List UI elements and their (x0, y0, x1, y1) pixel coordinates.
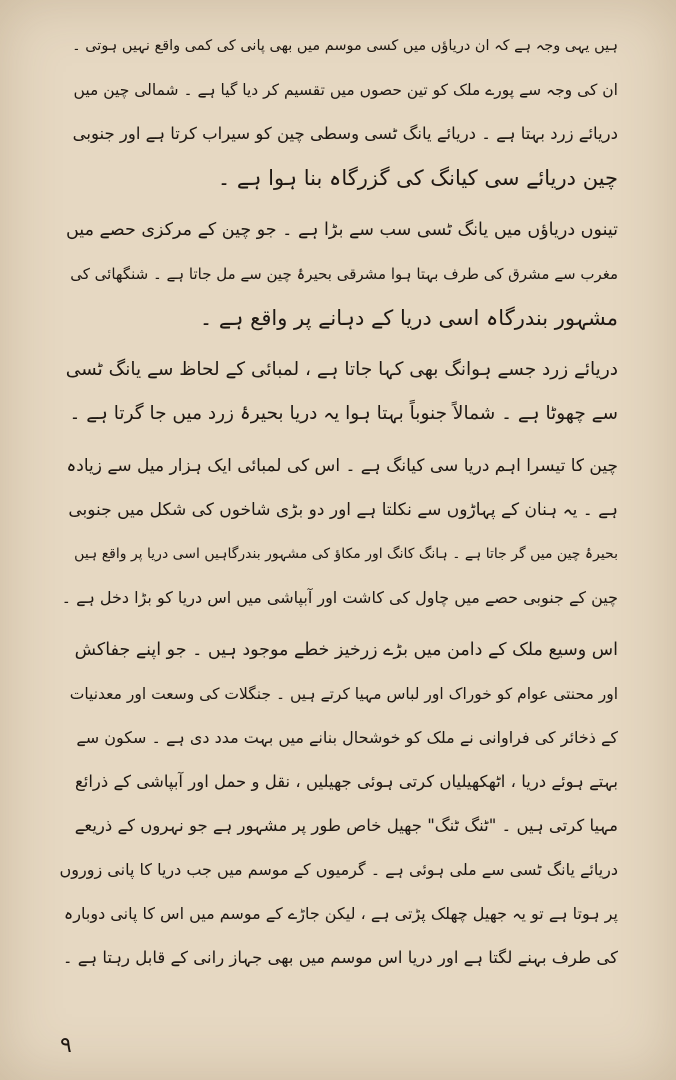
text-line: سے چھوٹا ہے ۔ شمالاً جنوباً بہتا ہوا یہ دریا بحیرۂ زرد میں جا گرتا ہے ۔ (69, 403, 618, 424)
text-line: بہتے ہوئے دریا ، اٹھکھیلیاں کرتی ہوئی جھیلیں ، نقل و حمل اور آبپاشی کے ذرائع (74, 772, 618, 791)
paragraph-3 (60, 348, 618, 436)
page-text (60, 24, 618, 980)
text-line: ہے ۔ یہ ہنان کے پہاڑوں سے نکلتا ہے اور دو بڑی شاخوں کی شکل میں جنوبی (68, 500, 618, 520)
text-line: پر ہوتا ہے تو یہ جھیل چھلک پڑتی ہے ، لیکن جاڑے کے موسم میں اس کا پانی دوبارہ (63, 904, 618, 923)
paragraph-2 (60, 208, 618, 340)
text-line: مغرب سے مشرق کی طرف بہتا ہوا مشرقی بحیرۂ چین سے مل جاتا ہے ۔ شنگھائی کی (70, 265, 618, 283)
text-line: دریائے زرد بہتا ہے ۔ دریائے یانگ ٹسی وسطی چین کو سیراب کرتا ہے اور جنوبی (72, 124, 618, 143)
text-line: مہیا کرتی ہیں ۔ "ٹنگ ٹنگ" جھیل خاص طور پر مشہور ہے جو نہروں کے ذریعے (74, 816, 618, 835)
text-line: کی طرف بہنے لگتا ہے اور دریا اس موسم میں بھی جہاز رانی کے قابل رہتا ہے ۔ (62, 948, 618, 967)
text-line: چین کے جنوبی حصے میں چاول کی کاشت اور آبپاشی میں اس دریا کو بڑا دخل ہے ۔ (61, 588, 618, 607)
text-line: چین دریائے سی کیانگ کی گزرگاہ بنا ہوا ہے ۔ (217, 166, 618, 190)
text-line: ہیں یہی وجہ ہے کہ ان دریاؤں میں کسی موسم میں بھی پانی کی کمی واقع نہیں ہوتی ۔ (72, 38, 618, 54)
text-line: ان کی وجہ سے پورے ملک کو تین حصوں میں تقسیم کر دیا گیا ہے ۔ شمالی چین میں (73, 81, 618, 99)
text-line: مشہور بندرگاہ اسی دریا کے دہانے پر واقع ہے ۔ (199, 306, 618, 330)
text-line: اس وسیع ملک کے دامن میں بڑے زرخیز خطے موجود ہیں ۔ جو اپنے جفاکش (74, 640, 618, 660)
page-number: ۹ (60, 1033, 72, 1058)
text-line: اور محنتی عوام کو خوراک اور لباس مہیا کرتے ہیں ۔ جنگلات کی وسعت اور معدنیات (69, 685, 618, 703)
text-line: چین کا تیسرا اہم دریا سی کیانگ ہے ۔ اس کی لمبائی ایک ہزار میل سے زیادہ (66, 456, 618, 476)
text-line: دریائے زرد جسے ہوانگ بھی کہا جاتا ہے ، لمبائی کے لحاظ سے یانگ ٹسی (65, 359, 618, 380)
paragraph-4 (60, 444, 618, 620)
paragraph-1 (60, 24, 618, 200)
text-line: دریائے یانگ ٹسی سے ملی ہوئی ہے ۔ گرمیوں کے موسم میں جب دریا کا پانی زوروں (59, 860, 618, 879)
text-line: کے ذخائر کی فراوانی نے ملک کو خوشحال بنانے میں بہت مدد دی ہے ۔ سکون سے (76, 728, 618, 747)
paragraph-5 (60, 628, 618, 980)
text-line: بحیرۂ چین میں گر جاتا ہے ۔ ہانگ کانگ اور مکاؤ کی مشہور بندرگاہیں اسی دریا پر واقع ہیں (74, 546, 618, 562)
text-line: تینوں دریاؤں میں یانگ ٹسی سب سے بڑا ہے ۔ جو چین کے مرکزی حصے میں (65, 220, 618, 240)
